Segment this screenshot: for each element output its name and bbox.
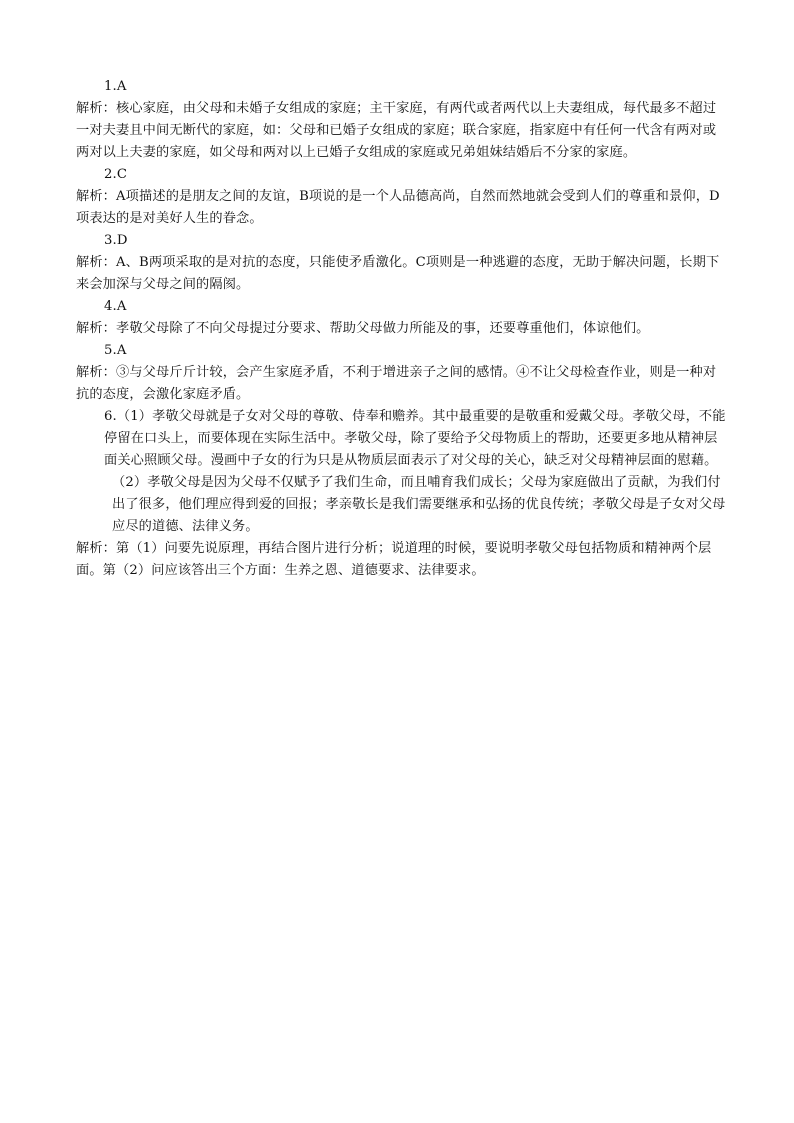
answer-6-part-1: 6.（1）孝敬父母就是子女对父母的尊敬、侍奉和赡养。其中最重要的是敬重和爱戴父母。孝敬父母，不能停留在口头上，而要体现在实际生活中。孝敬父母，除了要给予父母物质上的帮助，还要更多地从精神层面关心照顾父母。漫画中子女的行为只是从物质层面表示了对父母的关心，缺乏对父母精神层面的慰藉。 [104,409,726,468]
answer-analysis-1: 解析：核心家庭，由父母和未婚子女组成的家庭；主干家庭，有两代或者两代以上夫妻组成，每代最多不超过一对夫妻且中间无断代的家庭，如：父母和已婚子女组成的家庭；联合家庭，指家庭中有任何一代含有两对或两对以上夫妻的家庭，如父母和两对以上已婚子女组成的家庭或兄弟姐妹结婚后不分家的家庭。 [76,101,717,160]
answer-number-4: 4.A [104,299,127,314]
answer-6-part-2: （2）孝敬父母是因为父母不仅赋予了我们生命，而且哺育我们成长；父母为家庭做出了贡献，为我们付出了很多，他们理应得到爱的回报；孝亲敬长是我们需要继承和弘扬的优良传统；孝敬父母是子女对父母应尽的道德、法律义务。 [112,475,726,534]
answer-number-2: 2.C [104,167,128,182]
answer-analysis-4: 解析：孝敬父母除了不向父母提过分要求、帮助父母做力所能及的事，还要尊重他们，体谅他们。 [76,321,650,336]
answer-6-analysis: 解析：第（1）问要先说原理，再结合图片进行分析；说道理的时候，要说明孝敬父母包括物质和精神两个层面。第（2）问应该答出三个方面：生养之恩、道德要求、法律要求。 [76,541,712,578]
answer-key-content [76,76,726,582]
answer-analysis-2: 解析：A项描述的是朋友之间的友谊，B项说的是一个人品德高尚，自然而然地就会受到人们的尊重和景仰，D项表达的是对美好人生的眷念。 [76,189,720,226]
answer-number-3: 3.D [104,233,128,248]
answer-number-1: 1.A [104,79,127,94]
answer-analysis-5: 解析：③与父母斤斤计较，会产生家庭矛盾，不利于增进亲子之间的感情。④不让父母检查作业，则是一种对抗的态度，会激化家庭矛盾。 [76,365,717,402]
answer-number-5: 5.A [104,343,127,358]
answer-analysis-3: 解析：A、B两项采取的是对抗的态度，只能使矛盾激化。C项则是一种逃避的态度，无助于解决问题，长期下来会加深与父母之间的隔阂。 [76,255,720,292]
